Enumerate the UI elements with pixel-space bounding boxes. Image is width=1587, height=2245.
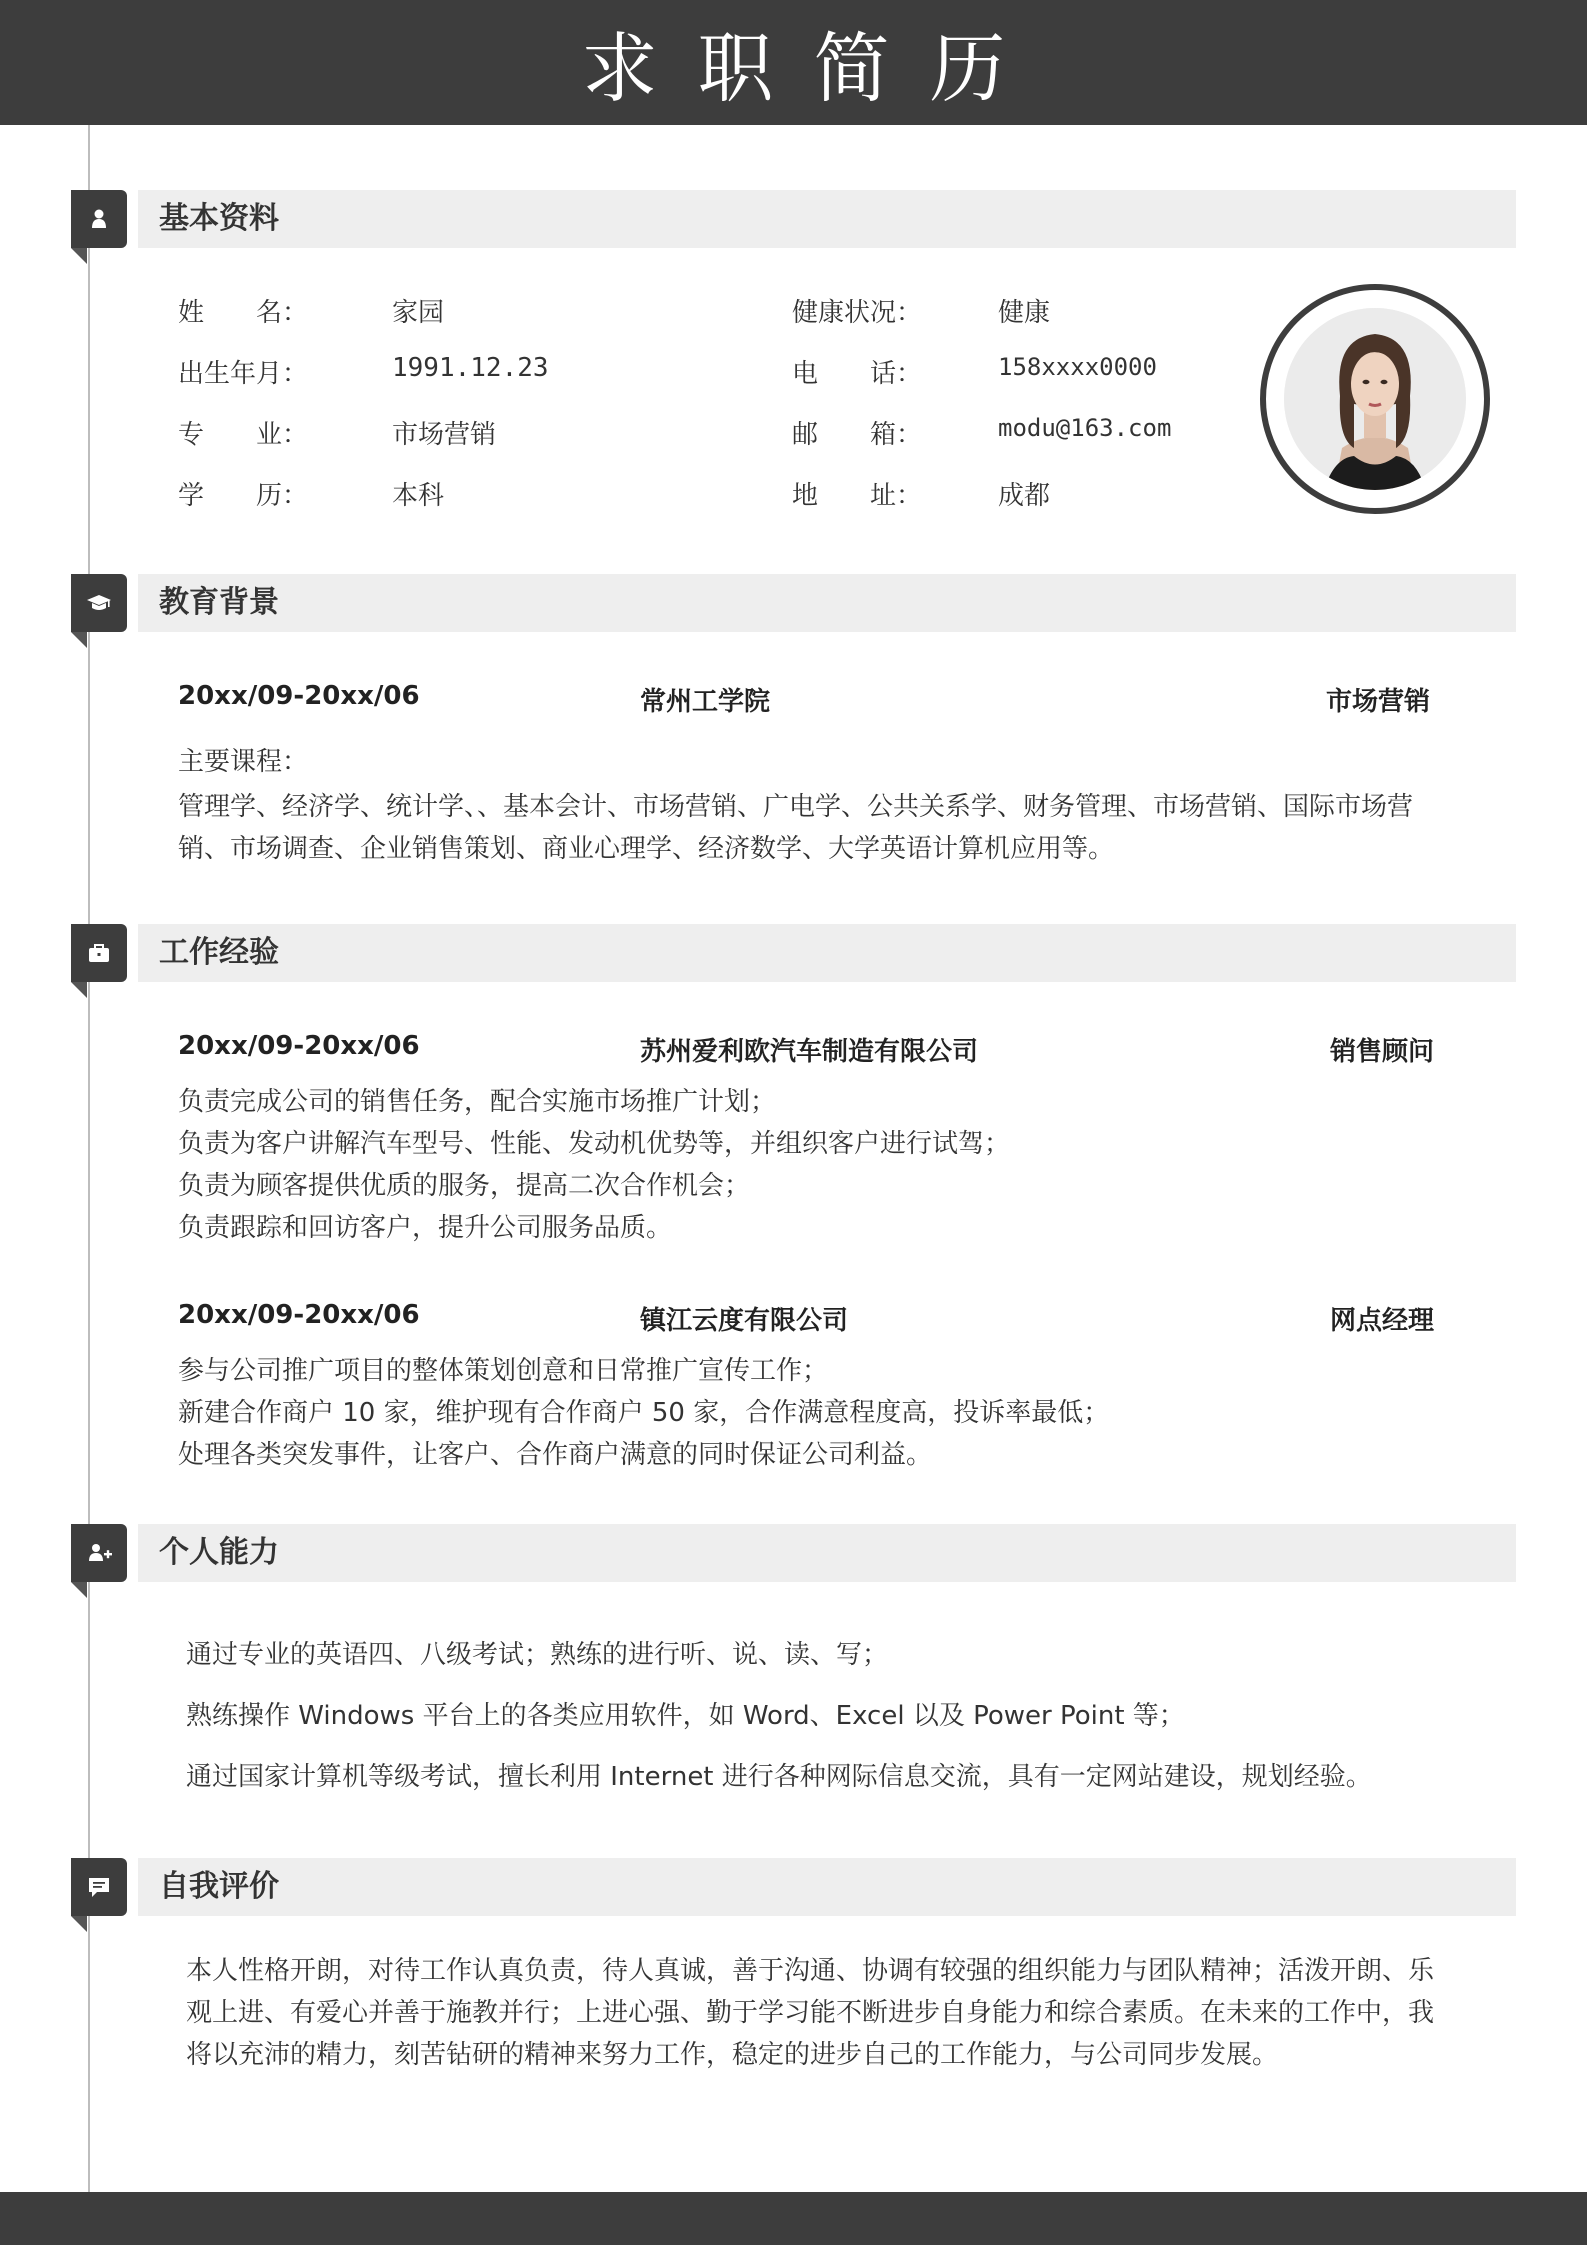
birth-value: 1991.12.23 — [392, 353, 549, 383]
section-basic-bar — [138, 190, 1516, 248]
job-duty: 处理各类突发事件，让客户、合作商户满意的同时保证公司利益。 — [178, 1440, 933, 1470]
education-school: 常州工学院 — [640, 687, 771, 717]
degree-label: 学 历： — [178, 481, 309, 511]
user-icon — [71, 190, 127, 248]
section-title-basic: 基本资料 — [159, 201, 279, 236]
section-fold — [71, 632, 87, 648]
section-title-skills: 个人能力 — [159, 1535, 279, 1570]
avatar — [1284, 308, 1466, 490]
job-period: 20xx/09-20xx/06 — [178, 1031, 420, 1061]
job-company: 镇江云度有限公司 — [640, 1306, 849, 1336]
phone-label: 电 话： — [792, 359, 923, 389]
job-position: 销售顾问 — [1330, 1037, 1435, 1067]
job-period: 20xx/09-20xx/06 — [178, 1300, 420, 1330]
health-label: 健康状况： — [792, 298, 923, 328]
email-label: 邮 箱： — [792, 420, 923, 450]
job-duty: 负责完成公司的销售任务，配合实施市场推广计划； — [178, 1087, 777, 1117]
skill-item: 通过专业的英语四、八级考试；熟练的进行听、说、读、写； — [186, 1640, 889, 1670]
education-period: 20xx/09-20xx/06 — [178, 681, 420, 711]
comment-icon — [71, 1858, 127, 1916]
degree-value: 本科 — [392, 481, 445, 511]
phone-value: 158xxxx0000 — [998, 353, 1157, 381]
major-label: 专 业： — [178, 420, 309, 450]
section-title-self: 自我评价 — [159, 1869, 279, 1904]
job-duty: 负责跟踪和回访客户，提升公司服务品质。 — [178, 1213, 673, 1243]
name-label: 姓 名： — [178, 298, 309, 328]
skill-item: 通过国家计算机等级考试，擅长利用 Internet 进行各种网际信息交流，具有一定网站建设，规划经验。 — [186, 1762, 1372, 1792]
header-bar — [0, 0, 1587, 125]
job-duty: 新建合作商户 10 家，维护现有合作商户 50 家，合作满意程度高，投诉率最低； — [178, 1398, 1110, 1428]
birth-label: 出生年月： — [178, 359, 309, 389]
section-skills-bar — [138, 1524, 1516, 1582]
section-title-work: 工作经验 — [159, 935, 279, 970]
job-duty: 负责为顾客提供优质的服务，提高二次合作机会； — [178, 1171, 751, 1201]
self-evaluation-text: 本人性格开朗，对待工作认真负责，待人真诚，善于沟通、协调有较强的组织能力与团队精神；活泼开朗、乐观上进、有爱心并善于施教并行；上进心强、勤于学习能不断进步自身能力和综合素质。在未来的工作中，我将以充沛的精力，刻苦钻研的精神来努力工作，稳定的进步自己的工作能力，与公司同步发展。 — [186, 1956, 1435, 2070]
health-value: 健康 — [998, 298, 1051, 328]
education-major: 市场营销 — [1326, 687, 1431, 717]
address-value: 成都 — [998, 481, 1051, 511]
section-self-bar — [138, 1858, 1516, 1916]
section-fold — [71, 1916, 87, 1932]
page-title: 求职简历 — [581, 24, 1046, 113]
major-value: 市场营销 — [392, 420, 497, 450]
courses-label: 主要课程： — [178, 747, 309, 777]
avatar-frame — [1260, 284, 1490, 514]
section-fold — [71, 248, 87, 264]
section-work-bar — [138, 924, 1516, 982]
graduation-cap-icon — [71, 574, 127, 632]
job-duty: 负责为客户讲解汽车型号、性能、发动机优势等，并组织客户进行试驾； — [178, 1129, 1011, 1159]
user-plus-icon — [71, 1524, 127, 1582]
address-label: 地 址： — [792, 481, 923, 511]
skill-item: 熟练操作 Windows 平台上的各类应用软件，如 Word、Excel 以及 Power Point 等； — [186, 1701, 1185, 1731]
section-fold — [71, 1582, 87, 1598]
job-position: 网点经理 — [1330, 1306, 1435, 1336]
section-title-education: 教育背景 — [159, 585, 279, 620]
email-value: modu@163.com — [998, 414, 1172, 442]
job-duty: 参与公司推广项目的整体策划创意和日常推广宣传工作； — [178, 1356, 829, 1386]
job-company: 苏州爱利欧汽车制造有限公司 — [640, 1037, 979, 1067]
section-education-bar — [138, 574, 1516, 632]
courses-text: 管理学、经济学、统计学、、基本会计、市场营销、广电学、公共关系学、财务管理、市场营销、国际市场营销、市场调查、企业销售策划、商业心理学、经济数学、大学英语计算机应用等。 — [178, 792, 1414, 864]
footer-bar — [0, 2192, 1587, 2245]
section-fold — [71, 982, 87, 998]
briefcase-icon — [71, 924, 127, 982]
name-value: 家园 — [392, 298, 445, 328]
